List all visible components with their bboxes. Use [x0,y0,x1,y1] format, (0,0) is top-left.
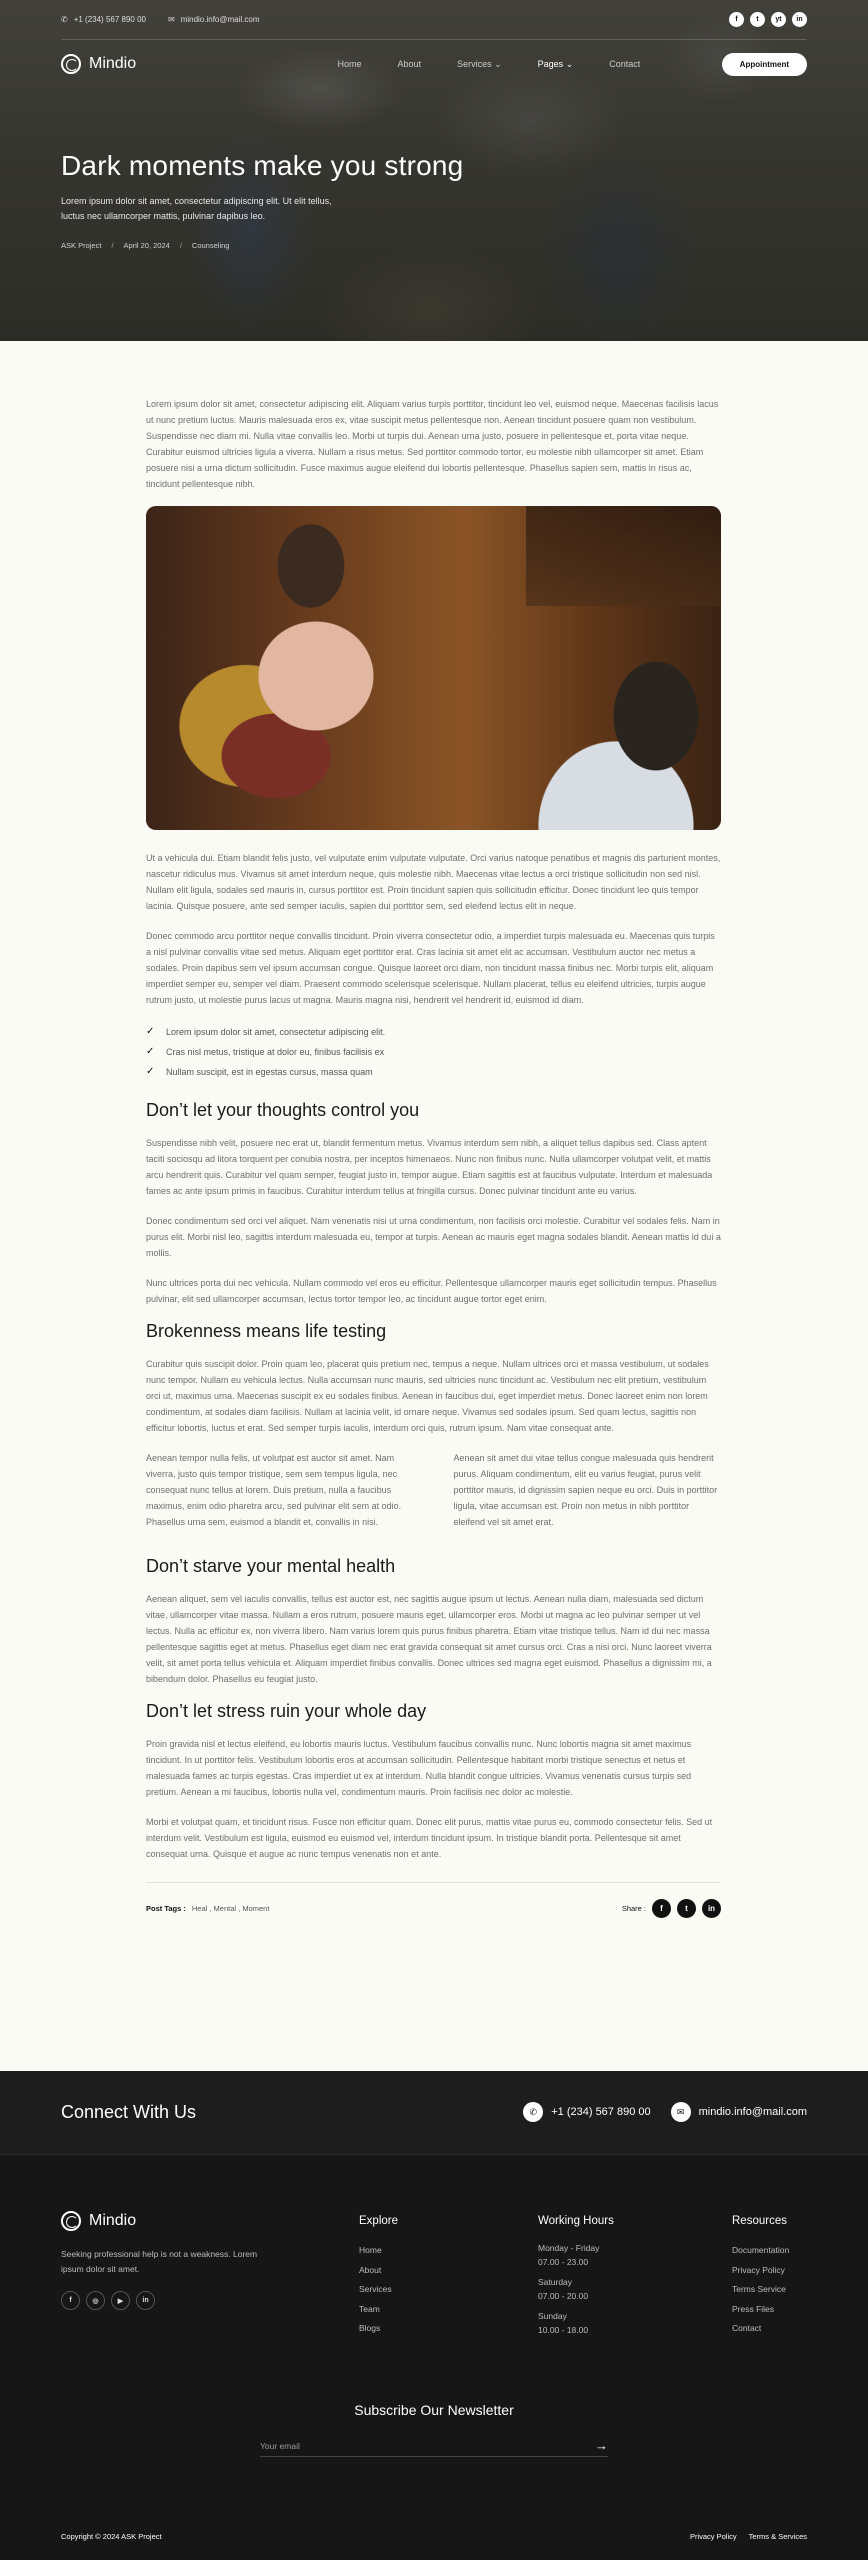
post-author: ASK Project [61,241,102,250]
terms-link[interactable]: Terms & Services [748,2532,807,2541]
newsletter-title: Subscribe Our Newsletter [354,2402,514,2418]
paragraph: Curabitur quis suscipit dolor. Proin quam leo, placerat quis pretium nec, tempus a neque. Nullam ultrices orci et massa vestibulum, ut sodales nunc tempor. Nullam eu vehicula lectus. Nulla accumsan nunc mauris, sed ultricies nunc tincidunt ac. Vestibulum nec elit pretium, vestibulum orci ut, maximus urna. Maecenas suscipit ex eu sodales finibus. Aenean in faucibus dui, eget imperdiet metus. Donec laoreet enim non lorem condimentum, at sodales diam facilisis. Nullam at lacinia velit, id ornare neque. Vivamus sed sodales ipsum. Sed quam lectus, sagittis non efficitur lobortis, luctus et erat. Sed semper turpis iaculis, interdum orci quis, rutrum ipsum. Nam vitae consequat ante. [146,1359,709,1433]
check-icon: ✓ [146,1026,155,1037]
footer-link[interactable]: Privacy Policy [732,2264,785,2275]
logo-icon [61,54,81,74]
top-email[interactable]: ✉ mindio.info@mail.com [167,15,260,24]
facebook-icon[interactable]: f [652,1899,671,1918]
mail-icon: ✉ [671,2102,691,2122]
footer-hours: Working Hours Monday - Friday 07.00 - 23.00 Saturday 07.00 - 20.00 Sunday 10.00 - 18.00 [538,2215,614,2335]
section-heading: Don’t let stress ruin your whole day [146,1701,427,1721]
two-column-text [146,1450,721,1544]
featured-image [146,506,721,830]
paragraph: Proin gravida nisl et lectus eleifend, eu lobortis mauris luctus. Vestibulum faucibus convallis nunc. Nunc lobortis magna sit amet maximus tincidunt. In ut porttitor felis. Vestibulum lobortis eros at accumsan sollicitudin. Pellentesque habitant morbi tristique senectus et netus et malesuada fames ac turpis egestas. Cras imperdiet ut ex at interdum. Nulla blandit congue ultricies. Vivamus venenatis cursus turpis sed pretium. Aenean a mi faucibus, lobortis nulla vel, condimentum mauris. Proin facilisis nec dolor ac molestie. [146,1739,692,1797]
hero-lead: Lorem ipsum dolor sit amet, consectetur adipiscing elit. Ut elit tellus, luctus nec ullamcorper mattis, pulvinar dapibus leo. [61,196,332,221]
footer-link[interactable]: Contact [732,2323,762,2333]
appointment-button[interactable]: Appointment [722,53,807,76]
section-heading: Brokenness means life testing [146,1321,387,1341]
paragraph: Morbi et volutpat quam, et tincidunt risus. Fusce non efficitur quam. Donec elit purus, mattis vitae purus eu, commodo consectetur felis. Sed ut interdum velit. Vestibulum est ligula, euismod eu euismod vel, interdum tincidunt ipsum. In tristique blandit porta. Pellentesque sit amet consequat urna. Quisque et augue ac nunc tempus venenatis non et ante. [146,1817,713,1859]
youtube-icon[interactable]: yt [771,12,786,27]
share-bar: Share : f t in [622,1899,721,1918]
section-heading: Don’t let your thoughts control you [146,1100,420,1120]
copyright: Copyright © 2024 ASK Project [61,2532,162,2541]
footer-link[interactable]: Blogs [359,2323,381,2333]
paragraph: Suspendisse nibh velit, posuere nec erat ut, blandit fermentum metus. Vivamus interdum sem nibh, a aliquet tellus dapibus sed. Class aptent taciti sociosqu ad litora torquent per conubia nostra, per inceptos himenaeos. Nunc non finibus nunc. Nulla ullamcorper volutpat velit, et mattis arcu hendrerit quis. Curabitur vel quam semper, feugiat justo in, tempor augue. Etiam sagittis est at faucibus vulputate. Interdum et malesuada fames ac ante ipsum primis in faucibus. Curabitur interdum tellus at fringilla cursus. Donec pulvinar tincidunt ante eu varius. [146,1138,713,1196]
nav-about[interactable]: About [397,58,422,69]
hero-banner [0,0,868,341]
footer-tagline: Seeking professional help is not a weakness. Lorem ipsum dolor sit amet. [61,2249,258,2274]
site-logo[interactable]: Mindio [61,54,136,74]
privacy-link[interactable]: Privacy Policy [689,2532,737,2541]
mail-icon: ✉ [167,15,175,24]
footer-logo[interactable]: Mindio [61,2211,261,2231]
check-icon: ✓ [146,1066,155,1077]
paragraph: Lorem ipsum dolor sit amet, consectetur adipiscing elit. Aliquam varius turpis porttitor, tincidunt leo vel, euismod neque. Maecenas facilisis lacus ut nunc pretium luctus. Mauris malesuada eros ex, vitae suscipit metus pellentesque non. Aenean tincidunt posuere quam non vestibulum. Suspendisse nec diam mi. Nulla vitae convallis leo. Morbi ut turpis dui. Aenean urna justo, posuere in pellentesque et, porta vitae neque. Curabitur euismod ultricies ligula a viverra. Nullam a risus metus. Sed porttitor commodo tortor, eu molestie nibh ullamcorper sit amet. Etiam posuere nisi a urna dictum sollicitudin. Fusce maximus augue eleifend dui lobortis pellentesque. Phasellus sapien sem, mattis in risus ac, tincidunt pellentesque nibh. [146,399,719,489]
page-title: Dark moments make you strong [61,150,464,181]
list-item: ✓ Lorem ipsum dolor sit amet, consectetur adipiscing elit. [146,1022,721,1042]
post-date: April 20, 2024 [123,241,170,250]
check-list [146,1022,721,1082]
connect-email[interactable]: ✉ mindio.info@mail.com [671,2102,807,2122]
connect-band [0,2071,868,2155]
footer-link[interactable]: Team [359,2303,380,2314]
paragraph: Aenean sit amet dui vitae tellus congue malesuada quis hendrerit purus. Aliquam condimentum, elit eu varius feugiat, purus velit porttitor mauris, id dignissim sapien neque eu orci. Duis in porttitor ligula, vitae accumsan est. Proin non metus in nibh porttitor eleifend vel sit amet erat. [453,1453,718,1527]
footer-bottom [61,2532,807,2541]
footer-link[interactable]: Home [359,2245,382,2255]
top-bar [61,0,807,40]
connect-title: Connect With Us [61,2102,197,2122]
top-phone[interactable]: ✆ +1 (234) 567 890 00 [61,15,146,24]
post-footer [146,1882,721,1918]
chevron-down-icon: ⌄ [494,58,502,69]
footer-link[interactable]: Services [359,2284,392,2294]
newsletter-email-input[interactable] [260,2441,560,2451]
paragraph: Ut a vehicula dui. Etiam blandit felis justo, vel vulputate enim vulputate vulputate. Orci varius natoque penatibus et magnis dis parturient montes, nascetur ridiculus mus. Vivamus sit amet interdum neque, quis molestie nibh. Maecenas vitae lectus a orci tristique sollicitudin non sed nisl. Nullam elit ligula, sodales sed mauris in, cursus porttitor est. Proin tincidunt sapien quis sollicitudin efficitur. Donec tincidunt leo quis tempor lacinia. Quisque posuere, ante sed semper iaculis, sapien dui porttitor sem, sed eleifend lectus elit in neque. [146,853,721,911]
twitter-icon[interactable]: t [750,12,765,27]
linkedin-icon[interactable]: in [792,12,807,27]
facebook-icon[interactable]: f [729,12,744,27]
newsletter-form [260,2435,608,2457]
section-heading: Don’t starve your mental health [146,1556,396,1576]
site-footer [0,2155,868,2560]
top-socials [729,12,807,27]
connect-phone[interactable]: ✆ +1 (234) 567 890 00 [523,2102,650,2122]
phone-icon: ✆ [61,15,68,24]
footer-link[interactable]: Terms Service [732,2284,786,2294]
paragraph: Aenean aliquet, sem vel iaculis convallis, tellus est auctor est, nec sagittis augue ipsum ut lectus. Aenean nulla diam, malesuada sed dictum vitae, ullamcorper vitae massa. Nullam a eros rutrum, posuere mauris eget, ullamcorper eros. Morbi ut magna ac leo pulvinar semper ut vel lectus. Nulla ac efficitur ex, non viverra libero. Nam varius lorem quis purus finibus pharetra. Etiam vitae tristique tellus. Nam id dui nec massa pellentesque sagittis eget at metus. Phasellus eget diam nec erat gravida consequat sit amet cursus orci. Cras a nisi orci. Nunc laoreet viverra velit, sit amet porta tellus vehicula et. Aliquam imperdiet finibus convallis. Donec ultrices sed magna eget euismod. Phasellus a dignissim mi, a bibendum dolor. Phasellus eu feugiat justo. [146,1594,712,1684]
footer-explore: Explore Home About Services Team Blogs [359,2215,398,2339]
article-body [146,396,721,1918]
paragraph: Nunc ultrices porta dui nec vehicula. Nullam commodo vel eros eu efficitur. Pellentesque ullamcorper mauris eget sollicitudin tempus. Phasellus pulvinar, elit sed ullamcorper accumsan, lectus tortor tempor leo, ac tincidunt augue tortor eget enim. [146,1278,717,1304]
nav-pages[interactable]: Pages ⌄ [537,58,574,69]
post-tags: Post Tags : Heal , Mental , Moment [146,1904,270,1913]
instagram-icon[interactable]: ◎ [86,2291,105,2310]
linkedin-icon[interactable]: in [136,2291,155,2310]
list-item: ✓ Cras nisl metus, tristique at dolor eu, finibus facilisis ex [146,1042,721,1062]
paragraph: Donec commodo arcu porttitor neque convallis tincidunt. Proin viverra consectetur odio, a imperdiet turpis malesuada eu. Maecenas quis turpis a nisl pulvinar convallis vitae sed metus. Aliquam eget porttitor erat. Cras lacinia sit amet elit ac accumsan. Vestibulum auctor nec metus a sodales. Proin dapibus sem vel ipsum accumsan congue. Quisque laoreet orci diam, non tincidunt massa finibus nec. Morbi turpis elit, aliquam imperdiet semper eu, semper vel diam. Praesent commodo scelerisque scelerisque. Nullam placerat, tellus eu eleifend ultricies, turpis augue rutrum justo, ut molestie purus lacus ut magna. Mauris magna nisi, hendrerit vel hendrerit id, euismod id diam. [146,931,715,1005]
nav-services[interactable]: Services ⌄ [457,58,502,69]
arrow-right-icon[interactable]: → [595,2438,608,2453]
paragraph: Aenean tempor nulla felis, ut volutpat est auctor sit amet. Nam viverra, justo quis tempor tristique, sem sem tempus ligula, nec consequat nunc tellus at lorem. Duis pretium, nulla a faucibus maximus, enim odio pharetra arcu, sed pulvinar elit sem at odio. Phasellus urna sem, euismod a blandit et, convallis in nisi. [146,1453,402,1527]
logo-icon [61,2211,81,2231]
check-icon: ✓ [146,1046,155,1057]
list-item: ✓ Nullam suscipit, est in egestas cursus, massa quam [146,1062,721,1082]
footer-link[interactable]: About [359,2264,382,2275]
footer-link[interactable]: Documentation [732,2245,790,2255]
youtube-icon[interactable]: ▶ [111,2291,130,2310]
nav-contact[interactable]: Contact [609,58,641,69]
facebook-icon[interactable]: f [61,2291,80,2310]
post-category[interactable]: Counseling [191,241,230,250]
twitter-icon[interactable]: t [677,1899,696,1918]
post-meta: ASK Project / April 20, 2024 / Counseling [61,241,230,250]
footer-link[interactable]: Press Files [732,2303,775,2314]
paragraph: Donec condimentum sed orci vel aliquet. Nam venenatis nisi ut urna condimentum, non facilisis orci molestie. Curabitur vel sodales felis. Nam in purus elit. Morbi nisl leo, sagittis interdum malesuada eu, tempor at turpis. Aenean ac mauris eget magna sodales blandit. Aenean mattis id dui a mollis. [146,1216,721,1258]
linkedin-icon[interactable]: in [702,1899,721,1918]
main-nav [61,50,807,78]
footer-resources: Resources Documentation Privacy Policy Terms Service Press Files Contact [732,2215,789,2339]
chevron-down-icon: ⌄ [565,58,574,69]
phone-icon: ✆ [523,2102,543,2122]
nav-home[interactable]: Home [337,58,362,69]
